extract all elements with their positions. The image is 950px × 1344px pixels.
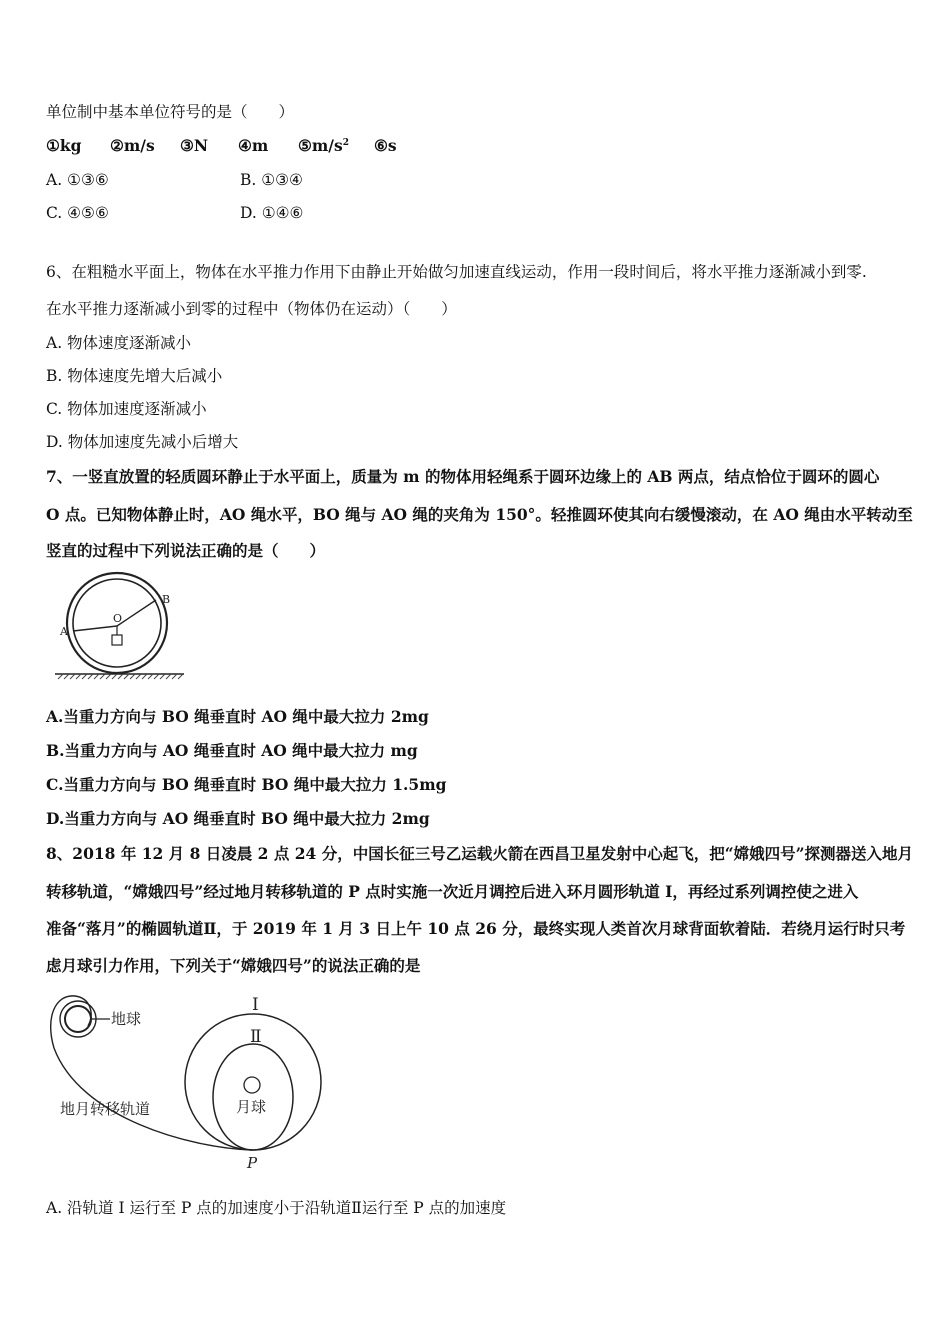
q5-option-d: D. ①④⑥ — [240, 204, 304, 222]
moon-icon — [244, 1077, 260, 1093]
label-orbit-2: Ⅱ — [250, 1027, 262, 1047]
q5-unit-5 — [298, 136, 349, 155]
q5-stem: 单位制中基本单位符号的是（ ） — [46, 103, 295, 121]
q6-line-2: 在水平推力逐渐减小到零的过程中（物体仍在运动）（ ） — [46, 300, 457, 318]
label-orbit-1: I — [252, 995, 259, 1015]
mass-block — [112, 635, 122, 645]
q5-unit-4: ④m — [238, 136, 269, 155]
q6-option-a: A. 物体速度逐渐减小 — [46, 334, 192, 352]
q7-option-c: C.当重力方向与 BO 绳垂直时 BO 绳中最大拉力 1.5mg — [46, 775, 447, 794]
q5-unit-2: ②m/s — [110, 136, 155, 155]
label-b: B — [162, 593, 171, 606]
q7-option-a: A.当重力方向与 BO 绳垂直时 AO 绳中最大拉力 2mg — [46, 707, 429, 726]
rope-ao — [73, 626, 117, 631]
label-o: O — [113, 612, 123, 625]
q5-option-c: C. ④⑤⑥ — [46, 204, 109, 222]
q8-line-3: 准备“落月”的椭圆轨道Ⅱ，于 2019 年 1 月 3 日上午 10 点 26 分，最终实现人类首次月球背面软着陆．若绕月运行时只考 — [46, 919, 906, 938]
transfer-orbit-path — [51, 996, 252, 1150]
label-p: P — [247, 1154, 258, 1172]
earth-icon — [65, 1006, 91, 1032]
label-earth: 地球 — [111, 1010, 142, 1028]
q8-option-a: A. 沿轨道 I 运行至 P 点的加速度小于沿轨道Ⅱ运行至 P 点的加速度 — [46, 1199, 507, 1217]
q8-line-4: 虑月球引力作用，下列关于“嫦娥四号”的说法正确的是 — [46, 956, 421, 975]
q6-line-1: 6、在粗糙水平面上，物体在水平推力作用下由静止开始做匀加速直线运动，作用一段时间后，将水平推力逐渐减小到零. — [46, 263, 867, 281]
q6-option-c: C. 物体加速度逐渐减小 — [46, 400, 207, 418]
q8-line-1: 8、2018 年 12 月 8 日凌晨 2 点 24 分，中国长征三号乙运载火箭在西昌卫星发射中心起飞，把“嫦娥四号”探测器送入地月 — [46, 844, 914, 863]
q7-ring-figure — [50, 570, 190, 685]
q5-option-b: B. ①③④ — [240, 171, 303, 189]
q5-unit-5-base: ⑤m/s — [298, 136, 343, 155]
q7-line-2: O 点。已知物体静止时，AO 绳水平，BO 绳与 AO 绳的夹角为 150°。轻推圆环使其向右缓慢滚动，在 AO 绳由水平转动至 — [46, 505, 913, 524]
q5-unit-3: ③N — [180, 136, 209, 155]
q5-unit-6: ⑥s — [374, 136, 397, 155]
rope-bo — [117, 600, 156, 626]
label-transfer-orbit: 地月转移轨道 — [60, 1100, 151, 1118]
q7-option-d: D.当重力方向与 AO 绳垂直时 BO 绳中最大拉力 2mg — [46, 809, 430, 828]
q6-option-b: B. 物体速度先增大后减小 — [46, 367, 223, 385]
q5-unit-1: ①kg — [46, 136, 82, 155]
label-moon: 月球 — [236, 1098, 267, 1116]
q8-orbit-figure — [40, 988, 340, 1178]
q6-option-d: D. 物体加速度先减小后增大 — [46, 433, 239, 451]
q7-line-1: 7、一竖直放置的轻质圆环静止于水平面上，质量为 m 的物体用轻绳系于圆环边缘上的 AB 两点，结点恰位于圆环的圆心 — [46, 467, 880, 486]
q5-unit-5-sup: 2 — [342, 137, 349, 148]
q7-option-b: B.当重力方向与 AO 绳垂直时 AO 绳中最大拉力 mg — [46, 741, 418, 760]
q8-line-2: 转移轨道，“嫦娥四号”经过地月转移轨道的 P 点时实施一次近月调控后进入环月圆形轨道 I，再经过系列调控使之进入 — [46, 882, 859, 901]
orbit-2-ellipse — [213, 1044, 293, 1150]
q5-option-a: A. ①③⑥ — [46, 171, 109, 189]
q7-line-3: 竖直的过程中下列说法正确的是（ ） — [46, 541, 326, 560]
label-a: A — [60, 625, 68, 638]
